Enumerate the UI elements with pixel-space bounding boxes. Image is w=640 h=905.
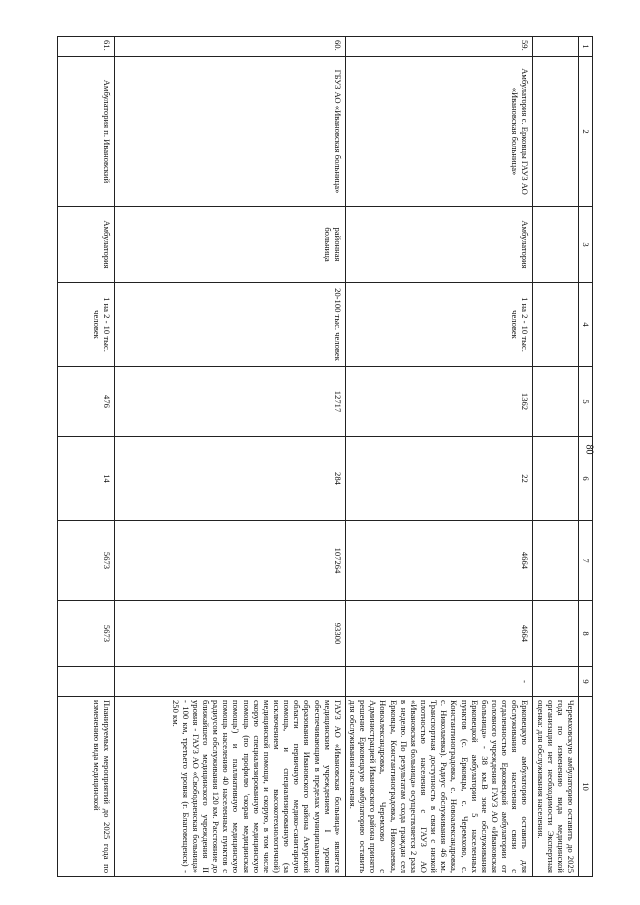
expert-assessment: ГАУЗ АО «Ивановская больница» является медицинским учреждением I уровня обеспечивающим в пределах муниципального образования Ивановского района Амурской области первичную медико-санитарную помощь, и специализированную (за исключением высокотехнологичной) медицинской помощи, и скорую, в том числе скорую специализированную медицинскую помощь (по профилю 'скорая медицинская помощь') и паллиативную медицинскую помощь населению 40 населенных пунктов с радиусом обслуживания 120 км. Расстояние до ближайшего медицинского учреждения II уровня - ГАУЗ АО «Свободненская больница» - 100 км, третьего уровня (г. Благовещенск) - 250 км. xyxy=(114,697,345,877)
table-cell xyxy=(533,37,579,57)
table-cell xyxy=(533,601,579,667)
facility-name: Амбулатория п. Ивановский xyxy=(57,57,114,207)
table-cell xyxy=(533,367,579,437)
value-cell xyxy=(114,667,345,697)
table-cell xyxy=(533,207,579,283)
value-cell: 284 xyxy=(114,437,345,521)
table-cell-note: Черемховскую амбулаторию оставить до 2025 года по изменению вида медицинской организации нет необходимости Экспертная оценка: для обслуживания населения. xyxy=(533,697,579,877)
value-cell: 476 xyxy=(57,367,114,437)
column-number-row xyxy=(579,37,593,877)
row-number: 59. xyxy=(345,37,533,57)
value-cell: 14 xyxy=(57,437,114,521)
value-cell: 93300 xyxy=(114,601,345,667)
table-row xyxy=(533,37,579,877)
value-cell: 5673 xyxy=(57,521,114,601)
column-header: 9 xyxy=(579,667,593,697)
column-header: 5 xyxy=(579,367,593,437)
value-cell: 12717 xyxy=(114,367,345,437)
value-cell: 22 xyxy=(345,437,533,521)
table-cell xyxy=(533,57,579,207)
value-cell: 5673 xyxy=(57,601,114,667)
column-header: 10 xyxy=(579,697,593,877)
table-cell xyxy=(533,283,579,367)
population-norm: 1 на 2 - 10 тыс. человек xyxy=(57,283,114,367)
population-norm: 20-100 тыс. человек xyxy=(114,283,345,367)
facility-type: районная больница xyxy=(114,207,345,283)
value-cell: 1362 xyxy=(345,367,533,437)
facility-type: Амбулатория xyxy=(57,207,114,283)
column-header: 1 xyxy=(579,37,593,57)
column-header: 2 xyxy=(579,57,593,207)
expert-assessment: Ерковецкую амбулаторию оставить для обслуживания населения связи с отдаленностью Ерковецкой амбулатории от головного учреждения ГАУЗ АО «Ивановская больница» - 38 км.В зоне обслуживания Ерковецкой амбулатории 5 населенных пунктов (с. Ерковцы, с. Черемхово, с. Константиноградовка, с. Новоалександровка, с. Николаевка). Радиус обслуживания 46 км. Транспортная доступность в связи с низкой плотностью населения с ГАУЗ АО «Ивановская больница» осуществляется 2 раза в неделю. По результатам схода граждан сел Ерковцы, Константиноградовка, Николаевка, Новоалександровка, Черемхово с Администрацией Ивановского района принято решение Ерковецкую амбулаторию оставить для обслуживания населения. xyxy=(345,697,533,877)
column-header: 7 xyxy=(579,521,593,601)
value-cell: - xyxy=(345,667,533,697)
column-header: 8 xyxy=(579,601,593,667)
row-number: 60. xyxy=(114,37,345,57)
facility-name: Амбулатория с. Ерковцы ГАУЗ АО «Ивановская больница» xyxy=(345,57,533,207)
value-cell xyxy=(57,667,114,697)
facility-type: Амбулатория xyxy=(345,207,533,283)
value-cell: 107264 xyxy=(114,521,345,601)
table-row xyxy=(114,37,345,877)
table-cell xyxy=(533,521,579,601)
page-number: 80 xyxy=(583,444,595,455)
column-header: 6 xyxy=(579,437,593,521)
table-cell xyxy=(533,437,579,521)
value-cell: 4664 xyxy=(345,521,533,601)
facility-name: ГБУЗ АО «Ивановская больница» xyxy=(114,57,345,207)
table-row xyxy=(345,37,533,877)
column-header: 3 xyxy=(579,207,593,283)
value-cell: 4664 xyxy=(345,601,533,667)
facilities-table xyxy=(57,36,593,877)
expert-assessment: Планируемых мероприятий до 2025 года по изменению вида медицинской xyxy=(57,697,114,877)
population-norm: 1 на 2 - 10 тыс. человек xyxy=(345,283,533,367)
rotated-document xyxy=(53,36,593,876)
row-number: 61. xyxy=(57,37,114,57)
column-header: 4 xyxy=(579,283,593,367)
table-row xyxy=(57,37,114,877)
table-cell xyxy=(533,667,579,697)
